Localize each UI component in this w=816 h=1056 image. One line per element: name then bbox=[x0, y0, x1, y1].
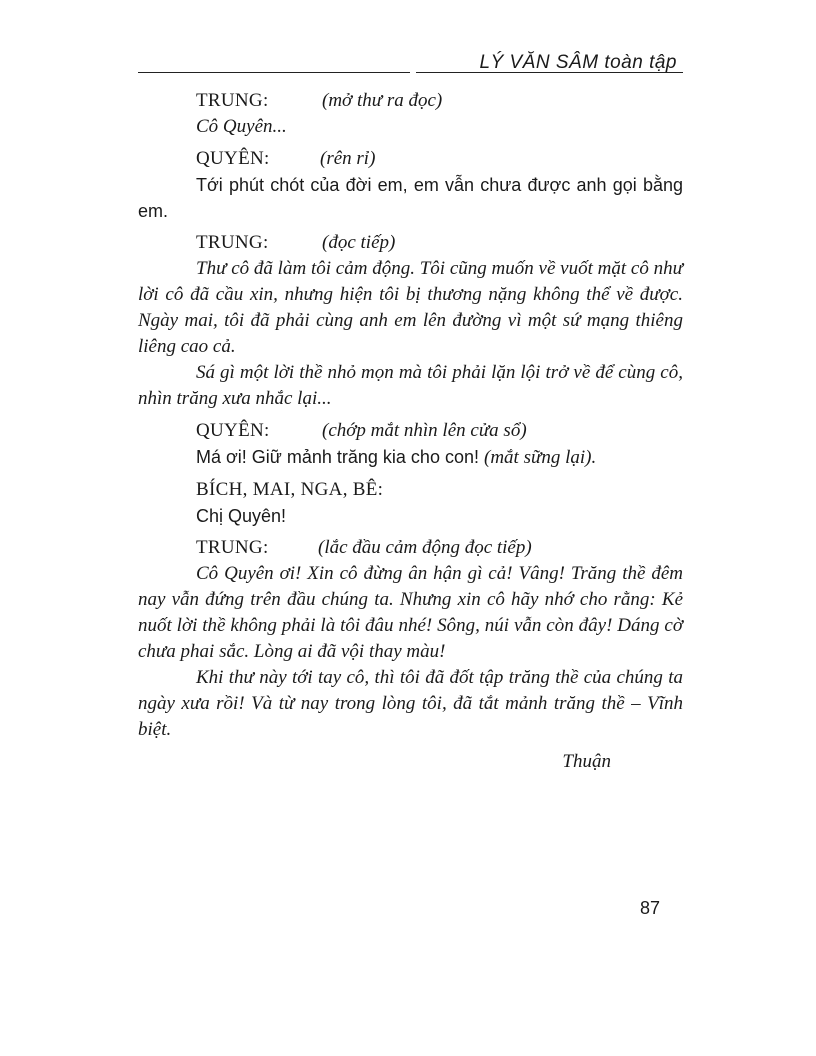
speaker-line bbox=[196, 418, 683, 444]
stage-direction: (mắt sững lại). bbox=[484, 447, 597, 468]
stage-direction: (rên rỉ) bbox=[320, 148, 376, 169]
header-rule bbox=[138, 72, 410, 73]
dialogue-text bbox=[138, 444, 683, 471]
speaker-line bbox=[196, 146, 683, 172]
speaker-name: TRUNG: bbox=[196, 537, 269, 558]
letter-signature: Thuận bbox=[562, 751, 611, 772]
stage-direction: (đọc tiếp) bbox=[322, 232, 396, 253]
speaker-line bbox=[196, 535, 683, 561]
speaker-name: BÍCH, MAI, NGA, BÊ: bbox=[196, 479, 384, 500]
stage-direction: (lắc đầu cảm động đọc tiếp) bbox=[318, 537, 532, 558]
book-title: LÝ VĂN SÂM toàn tập bbox=[479, 52, 677, 73]
letter-text: Cô Quyên ơi! Xin cô đừng ân hận gì cả! Vâng! Trăng thề đêm nay vẫn đứng trên đầu chúng ta. Nhưng xin cô hãy nhớ cho rằng: Kẻ nuốt lời thề không phải là tôi đâu nhé! Sông, núi vẫn còn đây! Dáng cờ chưa phai sắc. Lòng ai đã vội thay màu! bbox=[138, 563, 683, 662]
letter-text: Thư cô đã làm tôi cảm động. Tôi cũng muốn về vuốt mặt cô như lời cô đã cầu xin, nhưng hiện tôi bị thương nặng không thể về được. Ngày mai, tôi đã phải cùng anh em lên đường vì một sứ mạng thiêng liêng cao cả. bbox=[138, 258, 683, 357]
dialogue-text-main: Má ơi! Giữ mảnh trăng kia cho con! bbox=[196, 447, 479, 467]
stage-direction: (mở thư ra đọc) bbox=[322, 90, 443, 111]
dialogue-text: Cô Quyên... bbox=[196, 116, 287, 137]
letter-text: Khi thư này tới tay cô, thì tôi đã đốt tập trăng thề của chúng ta ngày xưa rồi! Và từ nay trong lòng tôi, đã tắt mảnh trăng thề – Vĩnh biệt. bbox=[138, 667, 683, 740]
page-body bbox=[138, 88, 683, 775]
speaker-name: QUYÊN: bbox=[196, 420, 270, 441]
speaker-name: QUYÊN: bbox=[196, 148, 270, 169]
letter-text: Sá gì một lời thề nhỏ mọn mà tôi phải lặn lội trở về để cùng cô, nhìn trăng xưa nhắc lại... bbox=[138, 362, 683, 409]
dialogue-text: Tới phút chót của đời em, em vẫn chưa được anh gọi bằng em. bbox=[138, 175, 683, 221]
speaker-line bbox=[196, 477, 683, 503]
running-header bbox=[138, 50, 683, 78]
speaker-line bbox=[196, 88, 683, 114]
page-number: 87 bbox=[640, 898, 661, 918]
dialogue-text: Chị Quyên! bbox=[196, 506, 287, 526]
speaker-line bbox=[196, 230, 683, 256]
stage-direction: (chớp mắt nhìn lên cửa sổ) bbox=[322, 420, 527, 441]
speaker-name: TRUNG: bbox=[196, 90, 269, 111]
speaker-name: TRUNG: bbox=[196, 232, 269, 253]
